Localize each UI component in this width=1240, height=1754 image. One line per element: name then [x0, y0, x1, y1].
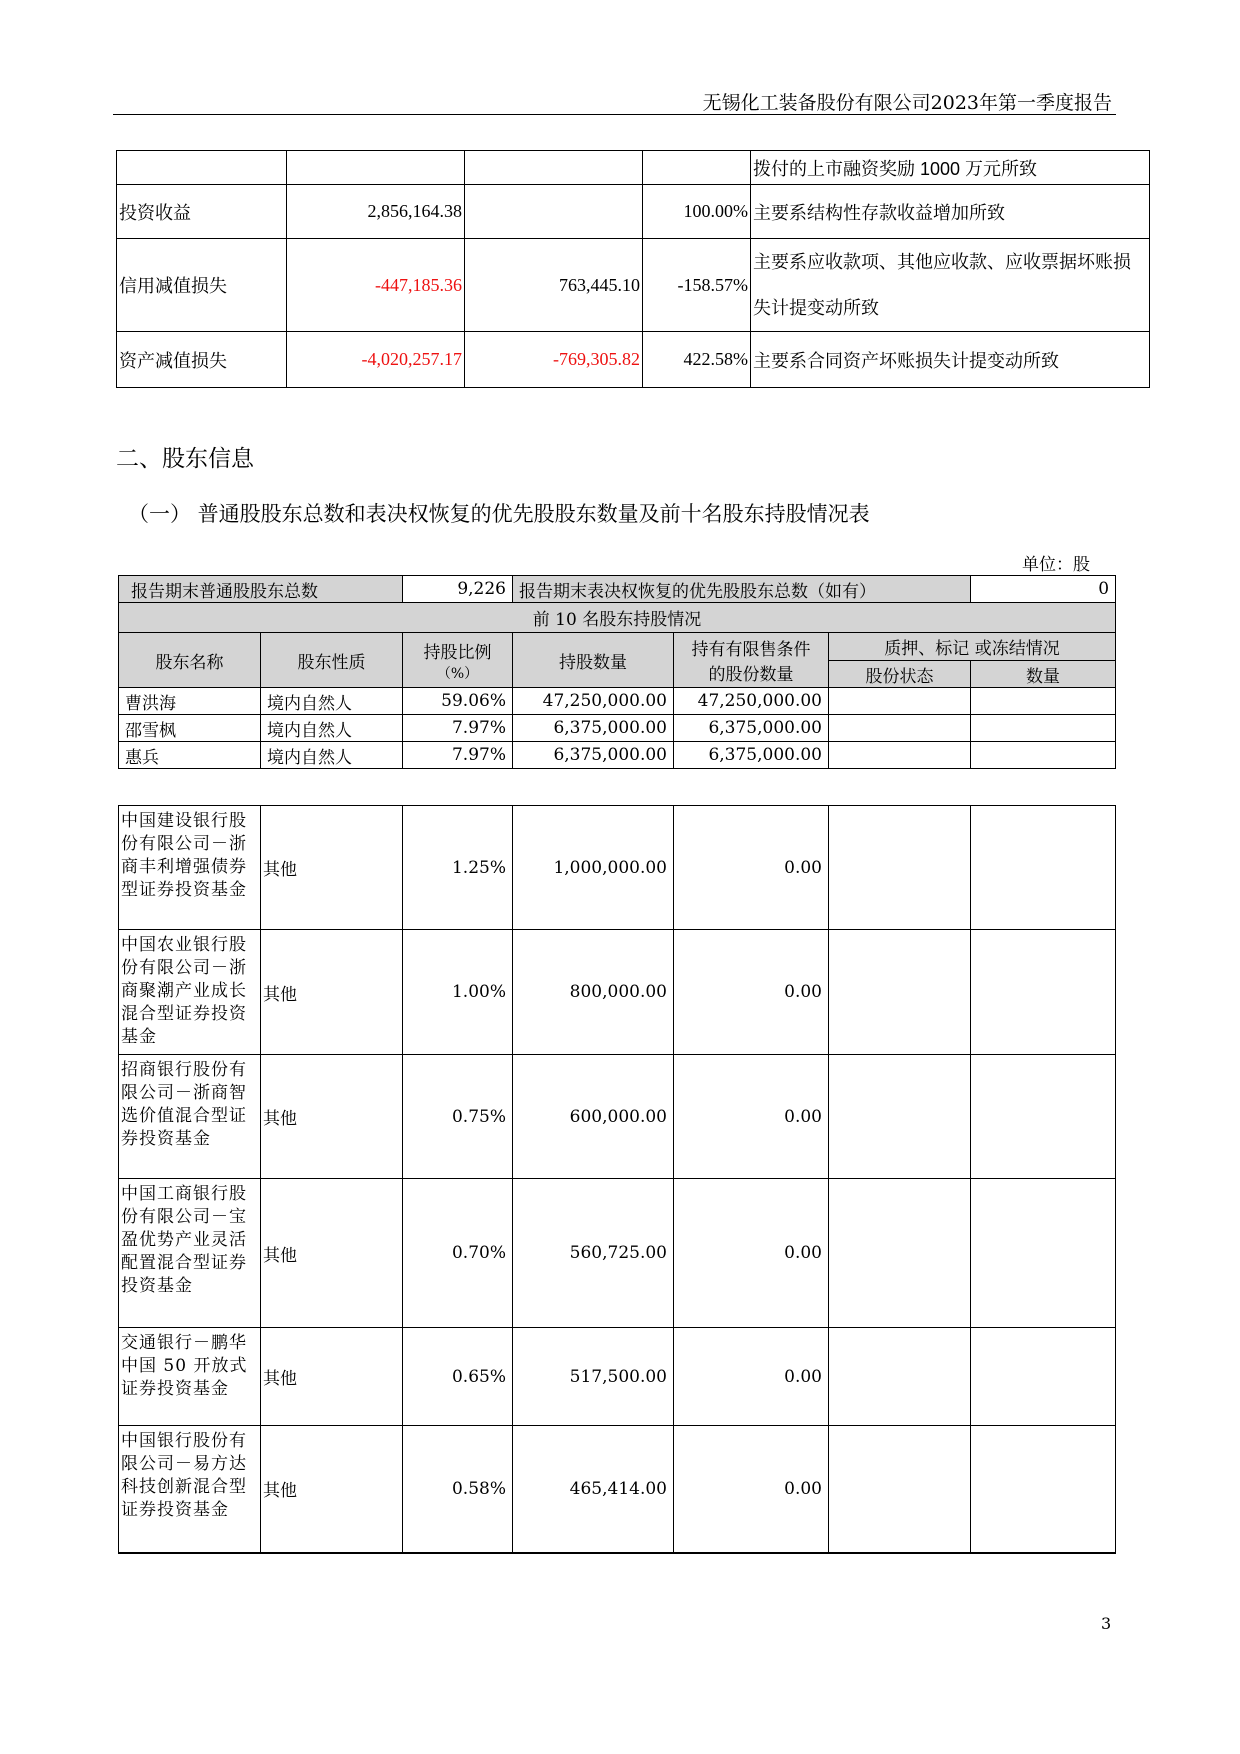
shareholder-name: 交通银行－鹏华中国 50 开放式证券投资基金: [119, 1328, 261, 1426]
table-row: [117, 185, 1150, 239]
pledge-quantity: [971, 1426, 1116, 1553]
reason-cell: 主要系结构性存款收益增加所致: [751, 185, 1150, 239]
pledge-quantity: [971, 1055, 1116, 1179]
pledge-quantity: [971, 806, 1116, 930]
shareholder-name: 招商银行股份有限公司－浙商智选价值混合型证券投资基金: [119, 1055, 261, 1179]
shareholder-nature: 境内自然人: [261, 742, 403, 769]
pledge-status: [829, 1426, 971, 1553]
holding-quantity: 560,725.00: [513, 1179, 674, 1328]
holding-quantity: 465,414.00: [513, 1426, 674, 1553]
holding-quantity: 1,000,000.00: [513, 806, 674, 930]
income-change-table: [116, 150, 1150, 388]
shareholder-nature: 其他: [261, 1426, 403, 1553]
change-cell: [643, 151, 751, 185]
restricted-quantity: 0.00: [674, 930, 829, 1055]
pledge-quantity: [971, 742, 1116, 769]
pledge-status: [829, 742, 971, 769]
current-value-cell: -447,185.36: [287, 239, 465, 332]
holding-quantity: 47,250,000.00: [513, 688, 674, 715]
restricted-quantity: 6,375,000.00: [674, 742, 829, 769]
pledge-status: [829, 1055, 971, 1179]
section-subtitle: （一） 普通股股东总数和表决权恢复的优先股股东数量及前十名股东持股情况表: [128, 502, 870, 526]
col-header-name: 股东名称: [119, 633, 261, 688]
current-value-cell: [287, 151, 465, 185]
shareholder-nature: 其他: [261, 806, 403, 930]
holding-ratio: 0.75%: [403, 1055, 513, 1179]
change-cell: 422.58%: [643, 332, 751, 388]
header-divider: [113, 114, 1116, 115]
holding-ratio: 1.00%: [403, 930, 513, 1055]
restricted-quantity: 0.00: [674, 1328, 829, 1426]
holding-ratio: 0.65%: [403, 1328, 513, 1426]
restricted-quantity: 6,375,000.00: [674, 715, 829, 742]
summary-row: [119, 576, 1116, 603]
section-title: 二、股东信息: [116, 446, 254, 472]
report-header-title: 无锡化工装备股份有限公司2023年第一季度报告: [702, 92, 1112, 114]
shareholder-nature: 其他: [261, 1328, 403, 1426]
table-row: [119, 930, 1116, 1055]
holding-ratio: 1.25%: [403, 806, 513, 930]
table-row: [117, 332, 1150, 388]
restricted-quantity: 0.00: [674, 1055, 829, 1179]
current-value-cell: 2,856,164.38: [287, 185, 465, 239]
holding-quantity: 517,500.00: [513, 1328, 674, 1426]
table-row: [119, 806, 1116, 930]
item-cell: 信用减值损失: [117, 239, 287, 332]
holding-ratio: 0.70%: [403, 1179, 513, 1328]
table-row: [119, 742, 1116, 769]
reason-cell: 主要系应收款项、其他应收款、应收票据坏账损失计提变动所致: [751, 239, 1150, 332]
fund-shareholder-table: [118, 805, 1116, 1554]
holding-quantity: 800,000.00: [513, 930, 674, 1055]
pledge-status: [829, 806, 971, 930]
table-row: [119, 1426, 1116, 1553]
change-cell: 100.00%: [643, 185, 751, 239]
header-row: [119, 633, 1116, 661]
reason-cell: 主要系合同资产坏账损失计提变动所致: [751, 332, 1150, 388]
total-preferred-label: 报告期末表决权恢复的优先股股东总数（如有）: [513, 576, 971, 603]
shareholder-nature: 境内自然人: [261, 715, 403, 742]
pledge-quantity: [971, 715, 1116, 742]
shareholder-table: [118, 575, 1116, 769]
pledge-status: [829, 715, 971, 742]
restricted-quantity: 0.00: [674, 1426, 829, 1553]
pledge-status: [829, 930, 971, 1055]
previous-value-cell: -769,305.82: [465, 332, 643, 388]
item-cell: [117, 151, 287, 185]
shareholder-nature: 其他: [261, 1055, 403, 1179]
previous-value-cell: [465, 151, 643, 185]
col-header-restricted: [674, 633, 829, 688]
table-row: [117, 151, 1150, 185]
current-value-cell: -4,020,257.17: [287, 332, 465, 388]
col-header-pledge-status: 股份状态: [829, 661, 971, 688]
pledge-quantity: [971, 930, 1116, 1055]
shareholder-nature: 其他: [261, 930, 403, 1055]
table-row: [119, 688, 1116, 715]
change-cell: -158.57%: [643, 239, 751, 332]
col-header-pledge-quantity: 数量: [971, 661, 1116, 688]
pledge-quantity: [971, 688, 1116, 715]
top10-title-row: [119, 603, 1116, 633]
table-row: [119, 1328, 1116, 1426]
col-header-quantity: 持股数量: [513, 633, 674, 688]
holding-quantity: 6,375,000.00: [513, 715, 674, 742]
col-header-ratio: [403, 633, 513, 688]
item-cell: 投资收益: [117, 185, 287, 239]
shareholder-name: 邵雪枫: [119, 715, 261, 742]
col-header-restricted-line2: 的股份数量: [708, 665, 794, 685]
total-common-value: 9,226: [403, 576, 513, 603]
holding-ratio: 59.06%: [403, 688, 513, 715]
col-header-nature: 股东性质: [261, 633, 403, 688]
pledge-quantity: [971, 1328, 1116, 1426]
page-number: 3: [1101, 1614, 1112, 1633]
shareholder-name: 中国银行股份有限公司－易方达科技创新混合型证券投资基金: [119, 1426, 261, 1553]
shareholder-nature: 境内自然人: [261, 688, 403, 715]
top10-title: 前 10 名股东持股情况: [119, 603, 1116, 633]
shareholder-name: 中国农业银行股份有限公司－浙商聚潮产业成长混合型证券投资基金: [119, 930, 261, 1055]
pledge-status: [829, 688, 971, 715]
holding-ratio: 7.97%: [403, 715, 513, 742]
previous-value-cell: 763,445.10: [465, 239, 643, 332]
col-header-ratio-line2: （%）: [436, 665, 479, 682]
table-row: [119, 1179, 1116, 1328]
shareholder-name: 中国建设银行股份有限公司－浙商丰利增强债券型证券投资基金: [119, 806, 261, 930]
table-row: [119, 715, 1116, 742]
restricted-quantity: 0.00: [674, 806, 829, 930]
previous-value-cell: [465, 185, 643, 239]
shareholder-name: 惠兵: [119, 742, 261, 769]
pledge-status: [829, 1328, 971, 1426]
table-row: [117, 239, 1150, 332]
total-common-label: 报告期末普通股股东总数: [119, 576, 403, 603]
unit-label: 单位：股: [1022, 555, 1090, 575]
pledge-status: [829, 1179, 971, 1328]
shareholder-name: 曹洪海: [119, 688, 261, 715]
item-cell: 资产减值损失: [117, 332, 287, 388]
restricted-quantity: 47,250,000.00: [674, 688, 829, 715]
reason-cell: 拨付的上市融资奖励 1000 万元所致: [751, 151, 1150, 185]
pledge-quantity: [971, 1179, 1116, 1328]
table-row: [119, 1055, 1116, 1179]
holding-ratio: 0.58%: [403, 1426, 513, 1553]
col-header-restricted-line1: 持有有限售条件: [691, 640, 811, 660]
holding-quantity: 6,375,000.00: [513, 742, 674, 769]
col-header-pledge-group: 质押、标记 或冻结情况: [829, 633, 1116, 661]
total-preferred-value: 0: [971, 576, 1116, 603]
col-header-ratio-line1: 持股比例: [423, 642, 492, 663]
holding-quantity: 600,000.00: [513, 1055, 674, 1179]
shareholder-nature: 其他: [261, 1179, 403, 1328]
restricted-quantity: 0.00: [674, 1179, 829, 1328]
shareholder-name: 中国工商银行股份有限公司－宝盈优势产业灵活配置混合型证券投资基金: [119, 1179, 261, 1328]
holding-ratio: 7.97%: [403, 742, 513, 769]
